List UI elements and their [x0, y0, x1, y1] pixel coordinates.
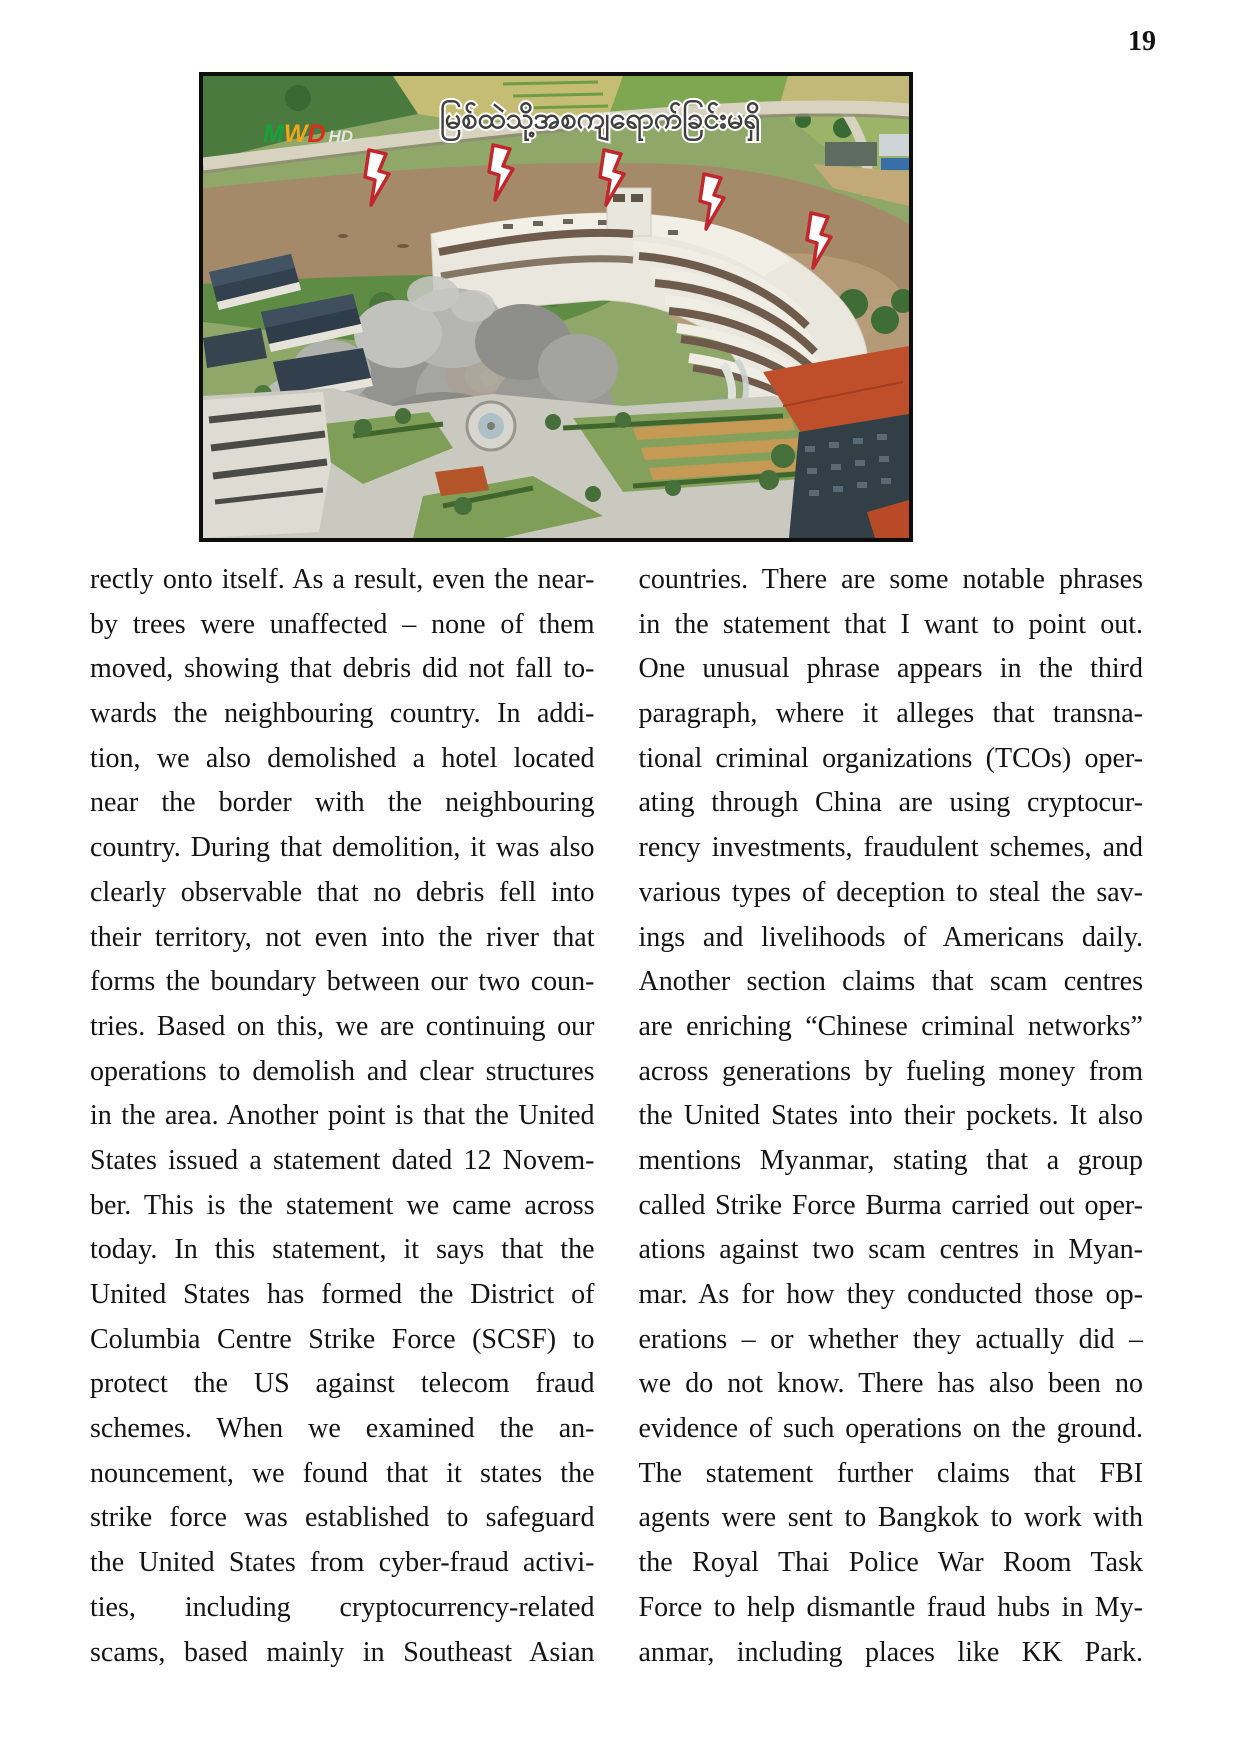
text-line: ber. This is the statement we came across: [90, 1189, 595, 1221]
text-line: ings and livelihoods of Americans daily.: [638, 921, 1143, 953]
text-line: evidence of such operations on the ground.: [638, 1413, 1143, 1445]
text-line: today. In this statement, it says that the: [90, 1234, 595, 1266]
text-line: operations to demolish and clear structures: [90, 1055, 595, 1087]
text-line: United States has formed the District of: [90, 1279, 595, 1310]
text-line: countries. There are some notable phrases: [638, 564, 1143, 595]
text-line: paragraph, where it alleges that transna-: [638, 698, 1143, 730]
text-line: tional criminal organizations (TCOs) oper-: [638, 742, 1143, 774]
text-line: the United States into their pockets. It also: [638, 1100, 1143, 1132]
text-line: The statement further claims that FBI: [638, 1457, 1143, 1489]
logo-letter-w: W: [283, 120, 308, 148]
text-line: strike force was established to safeguard: [90, 1502, 595, 1534]
logo-hd-suffix: HD: [328, 127, 354, 146]
text-line: in the statement that I want to point out.: [638, 608, 1143, 640]
text-line: called Strike Force Burma carried out oper-: [638, 1189, 1143, 1221]
page-number: 19: [1128, 26, 1156, 57]
photo-caption: မြစ်ထဲသို့အစကျရောက်ခြင်းမရှိ: [439, 103, 761, 135]
left-column: [90, 558, 595, 1675]
text-line: across generations by fueling money from: [638, 1055, 1143, 1087]
text-line: protect the US against telecom fraud: [90, 1368, 595, 1400]
text-line: moved, showing that debris did not fall to-: [90, 653, 595, 685]
text-line: near the border with the neighbouring: [90, 787, 595, 819]
text-line: wards the neighbouring country. In addi-: [90, 698, 595, 730]
text-line: their territory, not even into the river that: [90, 921, 595, 953]
text-line: nouncement, we found that it states the: [90, 1457, 595, 1489]
text-line: agents were sent to Bangkok to work with: [638, 1502, 1143, 1534]
logo-letter-d: D: [307, 120, 326, 148]
text-line: schemes. When we examined the an-: [90, 1413, 595, 1445]
text-line: by trees were unaffected – none of them: [90, 608, 595, 640]
text-line: tion, we also demolished a hotel located: [90, 742, 595, 774]
text-line: Force to help dismantle fraud hubs in My-: [638, 1591, 1143, 1623]
text-line: are enriching “Chinese criminal networks”: [638, 1010, 1143, 1042]
text-line: scams, based mainly in Southeast Asian: [90, 1636, 595, 1668]
text-line: ating through China are using cryptocur-: [638, 787, 1143, 819]
text-line: clearly observable that no debris fell into: [90, 876, 595, 908]
text-line: rency investments, fraudulent schemes, and: [638, 832, 1143, 864]
right-column: [639, 558, 1144, 1675]
text-line: tries. Based on this, we are continuing our: [90, 1010, 595, 1042]
logo-letter-m: M: [263, 120, 284, 148]
text-line: States issued a statement dated 12 Novem-: [90, 1144, 595, 1176]
bottom-left-building: [203, 392, 331, 538]
text-line: erations – or whether they actually did –: [638, 1323, 1143, 1355]
text-line: ations against two scam centres in Myan-: [638, 1234, 1143, 1266]
text-line: One unusual phrase appears in the third: [638, 653, 1143, 685]
text-line: Columbia Centre Strike Force (SCSF) to: [90, 1323, 595, 1355]
text-line: various types of deception to steal the sav-: [638, 876, 1143, 908]
text-line: rectly onto itself. As a result, even the near-: [90, 564, 595, 595]
text-line: we do not know. There has also been no: [638, 1368, 1143, 1400]
text-line: mentions Myanmar, stating that a group: [638, 1144, 1143, 1176]
text-line: anmar, including places like KK Park.: [638, 1636, 1143, 1668]
text-line: Another section claims that scam centres: [638, 966, 1143, 998]
news-photo: [199, 72, 913, 542]
text-line: the United States from cyber-fraud activi-: [90, 1547, 595, 1579]
article-body: [90, 558, 1143, 1675]
text-line: mar. As for how they conducted those op-: [638, 1279, 1143, 1310]
text-line: forms the boundary between our two coun-: [90, 966, 595, 998]
text-line: the Royal Thai Police War Room Task: [638, 1547, 1143, 1579]
text-line: country. During that demolition, it was also: [90, 832, 595, 864]
text-line: ties, including cryptocurrency-related: [90, 1591, 595, 1623]
fountain: [467, 402, 515, 450]
text-line: in the area. Another point is that the United: [90, 1100, 595, 1132]
